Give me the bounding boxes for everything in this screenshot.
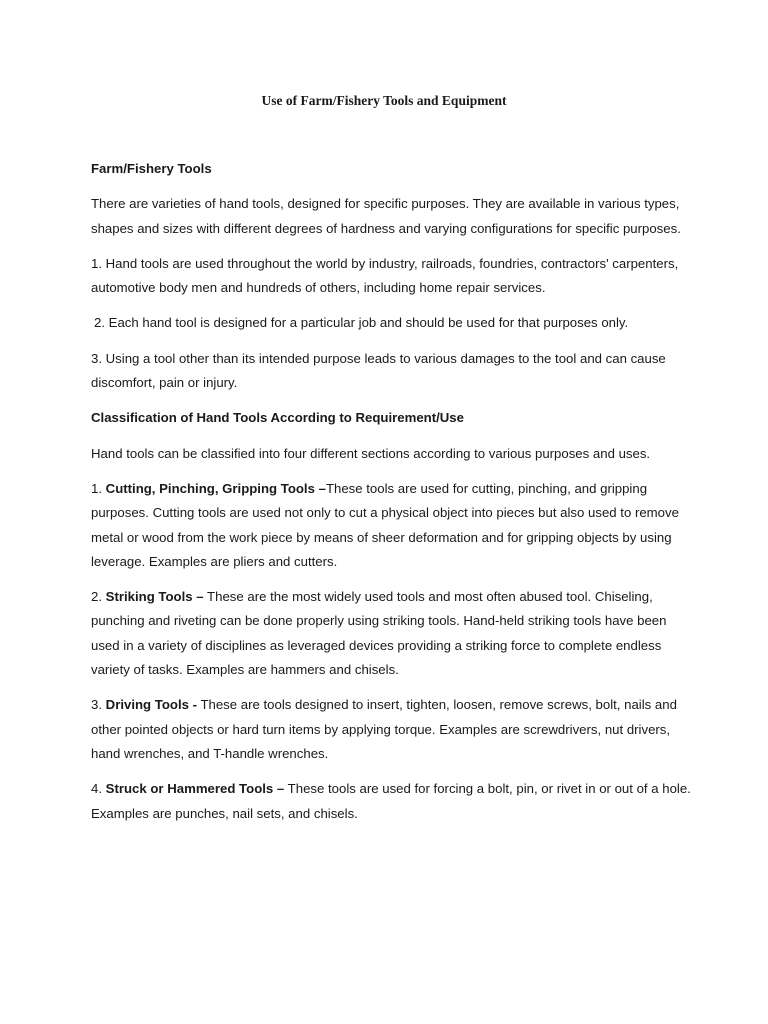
item-text: These are tools designed to insert, tighten, loosen, remove screws, bolt, nails and other pointed objects or hard turn items by applying torque. Examples are screwdrivers, nut drivers, hand wrenches, and T-handle wrenches.: [91, 697, 677, 761]
section-heading-classification: Classification of Hand Tools According to Requirement/Use: [91, 410, 464, 426]
section-intro-paragraph: There are varieties of hand tools, designed for specific purposes. They are available in various types, shapes and sizes with different degrees of hardness and varying configurations for specific purposes.: [91, 196, 681, 236]
classification-item-1: [91, 477, 691, 574]
item-term: Driving Tools -: [105, 697, 198, 713]
item-number: 3.: [91, 697, 106, 713]
point-paragraph-2: 2. Each hand tool is designed for a particular job and should be used for that purposes only.: [94, 315, 629, 331]
classification-item-2: [91, 585, 691, 682]
item-number: 1.: [91, 480, 106, 496]
document-body: [91, 157, 691, 837]
section-heading-farm-fishery-tools: Farm/Fishery Tools: [91, 161, 212, 176]
item-text: These are the most widely used tools and most often abused tool. Chiseling, punching and riveting can be done properly using striking tools. Hand-held striking tools have been used in a variety of disciplines as leveraged devices providing a striking force to complete endless variety of tasks. Examples are hammers and chisels.: [91, 589, 667, 678]
point-paragraph-3: 3. Using a tool other than its intended purpose leads to various damages to the tool and can cause discomfort, pain or injury.: [91, 350, 666, 391]
classification-item-3: [91, 693, 691, 766]
point-paragraph-1: 1. Hand tools are used throughout the world by industry, railroads, foundries, contractors' carpenters, automotive body men and hundreds of others, including home repair services.: [91, 255, 679, 296]
classification-item-4: [91, 777, 691, 826]
item-term: Struck or Hammered Tools –: [105, 781, 285, 797]
classification-intro-paragraph: Hand tools can be classified into four different sections according to various purposes and uses.: [91, 445, 651, 461]
item-number: 4.: [91, 781, 106, 797]
document-title: Use of Farm/Fishery Tools and Equipment: [261, 93, 507, 108]
item-term: Cutting, Pinching, Gripping Tools –: [105, 480, 326, 496]
item-text: These tools are used for cutting, pinching, and gripping purposes. Cutting tools are used not only to cut a physical object into pieces but also used to remove metal or wood from the work piece by means of sheer deformation and for gripping objects by using leverage. Examples are pliers and cutters.: [91, 480, 679, 569]
item-number: 2.: [91, 589, 106, 605]
item-term: Striking Tools –: [105, 589, 204, 605]
item-text: These tools are used for forcing a bolt, pin, or rivet in or out of a hole. Examples are punches, nail sets, and chisels.: [91, 781, 691, 821]
